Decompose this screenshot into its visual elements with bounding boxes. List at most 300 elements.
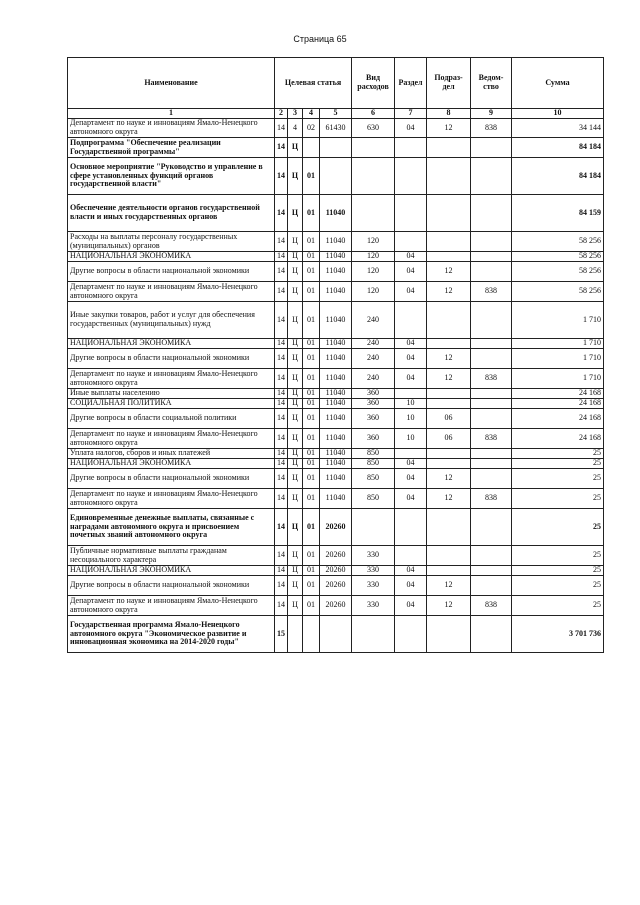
table-row (68, 158, 604, 195)
cell-sum: 25 (512, 576, 604, 596)
cell-c3: Ц (288, 409, 303, 429)
cell-ved (471, 469, 512, 489)
cell-c5: 11040 (320, 369, 352, 389)
cell-c4: 01 (303, 302, 320, 339)
cell-c4: 01 (303, 469, 320, 489)
cell-razdel: 04 (395, 262, 427, 282)
cell-podr (427, 339, 471, 349)
cell-vid: 850 (352, 459, 395, 469)
cell-c5: 11040 (320, 349, 352, 369)
cell-name: Департамент по науке и инновациям Ямало-Ненецкого автономного округа (68, 489, 275, 509)
cell-c4: 01 (303, 566, 320, 576)
cell-name: Публичные нормативные выплаты гражданам несоциального характера (68, 546, 275, 566)
cell-razdel: 04 (395, 459, 427, 469)
cell-razdel: 04 (395, 576, 427, 596)
cell-c3: Ц (288, 262, 303, 282)
cell-name: СОЦИАЛЬНАЯ ПОЛИТИКА (68, 399, 275, 409)
cell-c5: 20260 (320, 546, 352, 566)
cell-razdel: 04 (395, 369, 427, 389)
cell-sum: 1 710 (512, 339, 604, 349)
cell-c5: 11040 (320, 449, 352, 459)
cell-razdel: 04 (395, 252, 427, 262)
cell-name: Другие вопросы в области социальной политики (68, 409, 275, 429)
cell-name: НАЦИОНАЛЬНАЯ ЭКОНОМИКА (68, 566, 275, 576)
cell-c5: 11040 (320, 399, 352, 409)
cell-c5: 11040 (320, 469, 352, 489)
cell-vid: 120 (352, 252, 395, 262)
cell-c2: 14 (275, 459, 288, 469)
cell-c5: 11040 (320, 339, 352, 349)
cell-podr (427, 566, 471, 576)
cell-razdel: 04 (395, 489, 427, 509)
cell-podr (427, 195, 471, 232)
cell-c4: 01 (303, 195, 320, 232)
cell-name: Иные закупки товаров, работ и услуг для обеспечения государственных (муниципальных) нужд (68, 302, 275, 339)
cell-c2: 14 (275, 429, 288, 449)
cell-c4: 01 (303, 232, 320, 252)
cell-c3: Ц (288, 339, 303, 349)
cell-c3: Ц (288, 302, 303, 339)
cell-c3: Ц (288, 576, 303, 596)
cell-c4 (303, 616, 320, 653)
cell-sum: 25 (512, 489, 604, 509)
cell-razdel (395, 195, 427, 232)
cell-c4: 01 (303, 449, 320, 459)
cell-podr (427, 459, 471, 469)
cell-vid: 330 (352, 546, 395, 566)
cell-c2: 14 (275, 369, 288, 389)
cell-c4: 01 (303, 339, 320, 349)
cell-c4: 01 (303, 546, 320, 566)
cell-name: Единовременные денежные выплаты, связанные с наградами автономного округа и присвоением почетных званий автономного округа (68, 509, 275, 546)
cell-c4: 01 (303, 252, 320, 262)
cell-ved (471, 459, 512, 469)
cell-c3: Ц (288, 138, 303, 158)
column-number: 6 (352, 109, 395, 119)
column-number-row (68, 109, 604, 119)
cell-razdel: 04 (395, 349, 427, 369)
cell-c4: 01 (303, 158, 320, 195)
cell-c2: 14 (275, 138, 288, 158)
cell-c3: Ц (288, 158, 303, 195)
cell-ved (471, 389, 512, 399)
cell-name: Государственная программа Ямало-Ненецкого автономного округа "Экономическое развитие и инновационная экономика на 2014-2020 годы" (68, 616, 275, 653)
cell-ved (471, 616, 512, 653)
cell-ved (471, 138, 512, 158)
cell-ved (471, 576, 512, 596)
cell-razdel (395, 232, 427, 252)
header-vedom: Ведом-ство (471, 58, 512, 109)
cell-name: Департамент по науке и инновациям Ямало-Ненецкого автономного округа (68, 429, 275, 449)
cell-c3: Ц (288, 232, 303, 252)
cell-c4: 01 (303, 282, 320, 302)
cell-razdel (395, 138, 427, 158)
cell-ved (471, 449, 512, 459)
cell-podr: 12 (427, 576, 471, 596)
cell-name: НАЦИОНАЛЬНАЯ ЭКОНОМИКА (68, 252, 275, 262)
cell-c2: 14 (275, 339, 288, 349)
cell-ved (471, 509, 512, 546)
table-row (68, 616, 604, 653)
cell-name: Основное мероприятие "Руководство и управление в сфере установленных функций органов государственной власти" (68, 158, 275, 195)
cell-vid: 240 (352, 339, 395, 349)
cell-c2: 14 (275, 262, 288, 282)
cell-vid: 850 (352, 449, 395, 459)
cell-podr: 12 (427, 262, 471, 282)
table-row (68, 138, 604, 158)
cell-c4: 01 (303, 399, 320, 409)
cell-vid (352, 616, 395, 653)
cell-ved: 838 (471, 282, 512, 302)
cell-vid: 360 (352, 389, 395, 399)
cell-c4: 01 (303, 389, 320, 399)
cell-name: Департамент по науке и инновациям Ямало-Ненецкого автономного округа (68, 119, 275, 138)
cell-ved (471, 158, 512, 195)
cell-c2: 14 (275, 349, 288, 369)
cell-vid: 850 (352, 469, 395, 489)
cell-ved: 838 (471, 489, 512, 509)
table-row (68, 232, 604, 252)
cell-podr (427, 399, 471, 409)
cell-c2: 14 (275, 302, 288, 339)
cell-c5 (320, 616, 352, 653)
cell-ved (471, 252, 512, 262)
cell-sum: 1 710 (512, 369, 604, 389)
header-row (68, 58, 604, 109)
table-row (68, 282, 604, 302)
header-podrazdel: Подраз-дел (427, 58, 471, 109)
table-row (68, 576, 604, 596)
cell-c5: 11040 (320, 262, 352, 282)
cell-c3: Ц (288, 449, 303, 459)
cell-c2: 14 (275, 469, 288, 489)
cell-c3: Ц (288, 429, 303, 449)
cell-c5: 20260 (320, 509, 352, 546)
cell-razdel: 10 (395, 399, 427, 409)
column-number: 5 (320, 109, 352, 119)
cell-c2: 14 (275, 232, 288, 252)
header-name: Наименование (68, 58, 275, 109)
cell-razdel (395, 616, 427, 653)
cell-c5: 20260 (320, 566, 352, 576)
cell-c2: 14 (275, 566, 288, 576)
cell-name: Уплата налогов, сборов и иных платежей (68, 449, 275, 459)
cell-vid: 360 (352, 409, 395, 429)
cell-podr (427, 252, 471, 262)
cell-sum: 84 159 (512, 195, 604, 232)
cell-ved (471, 262, 512, 282)
cell-razdel: 10 (395, 409, 427, 429)
table-row (68, 429, 604, 449)
cell-ved (471, 302, 512, 339)
cell-c5: 11040 (320, 252, 352, 262)
table-row (68, 469, 604, 489)
cell-name: Другие вопросы в области национальной экономики (68, 262, 275, 282)
cell-razdel: 04 (395, 566, 427, 576)
cell-name: НАЦИОНАЛЬНАЯ ЭКОНОМИКА (68, 459, 275, 469)
cell-c5: 11040 (320, 459, 352, 469)
cell-c5 (320, 138, 352, 158)
cell-podr: 06 (427, 409, 471, 429)
cell-vid (352, 138, 395, 158)
cell-sum: 84 184 (512, 158, 604, 195)
cell-sum: 24 168 (512, 429, 604, 449)
cell-podr (427, 158, 471, 195)
cell-c4: 01 (303, 349, 320, 369)
cell-ved (471, 195, 512, 232)
cell-ved: 838 (471, 429, 512, 449)
cell-podr: 12 (427, 349, 471, 369)
cell-c3 (288, 616, 303, 653)
cell-name: Департамент по науке и инновациям Ямало-Ненецкого автономного округа (68, 369, 275, 389)
cell-c2: 14 (275, 389, 288, 399)
table-row (68, 546, 604, 566)
cell-c3: Ц (288, 389, 303, 399)
cell-sum: 24 168 (512, 389, 604, 399)
table-row (68, 119, 604, 138)
cell-sum: 58 256 (512, 282, 604, 302)
cell-vid: 360 (352, 399, 395, 409)
cell-vid: 120 (352, 262, 395, 282)
table-row (68, 349, 604, 369)
cell-c2: 14 (275, 546, 288, 566)
cell-sum: 24 168 (512, 409, 604, 429)
table-row (68, 369, 604, 389)
cell-sum: 25 (512, 509, 604, 546)
cell-ved (471, 399, 512, 409)
cell-c4: 02 (303, 119, 320, 138)
cell-c5: 11040 (320, 195, 352, 232)
cell-name: Другие вопросы в области национальной экономики (68, 349, 275, 369)
cell-c5: 11040 (320, 409, 352, 429)
column-number: 1 (68, 109, 275, 119)
cell-razdel (395, 389, 427, 399)
cell-name: Обеспечение деятельности органов государственной власти и иных государственных органов (68, 195, 275, 232)
cell-sum: 24 168 (512, 399, 604, 409)
cell-ved (471, 409, 512, 429)
cell-sum: 34 144 (512, 119, 604, 138)
cell-c4: 01 (303, 576, 320, 596)
cell-c2: 14 (275, 119, 288, 138)
cell-sum: 1 710 (512, 349, 604, 369)
cell-podr (427, 138, 471, 158)
cell-razdel: 04 (395, 596, 427, 616)
cell-razdel (395, 302, 427, 339)
cell-vid (352, 509, 395, 546)
cell-vid (352, 158, 395, 195)
header-razdel: Раздел (395, 58, 427, 109)
cell-c3: Ц (288, 469, 303, 489)
cell-vid: 330 (352, 596, 395, 616)
table-row (68, 195, 604, 232)
cell-c2: 14 (275, 409, 288, 429)
cell-c3: Ц (288, 349, 303, 369)
cell-podr: 12 (427, 369, 471, 389)
cell-c3: Ц (288, 195, 303, 232)
cell-c2: 15 (275, 616, 288, 653)
cell-vid: 330 (352, 576, 395, 596)
cell-c4 (303, 138, 320, 158)
table-row (68, 449, 604, 459)
cell-sum: 25 (512, 449, 604, 459)
cell-podr (427, 616, 471, 653)
cell-sum: 25 (512, 596, 604, 616)
cell-podr (427, 302, 471, 339)
cell-sum: 3 701 736 (512, 616, 604, 653)
cell-c2: 14 (275, 399, 288, 409)
cell-c4: 01 (303, 596, 320, 616)
column-number: 7 (395, 109, 427, 119)
cell-name: Департамент по науке и инновациям Ямало-Ненецкого автономного округа (68, 596, 275, 616)
cell-c3: 4 (288, 119, 303, 138)
cell-name: Другие вопросы в области национальной экономики (68, 576, 275, 596)
cell-podr: 12 (427, 489, 471, 509)
cell-podr (427, 509, 471, 546)
cell-name: НАЦИОНАЛЬНАЯ ЭКОНОМИКА (68, 339, 275, 349)
column-number: 3 (288, 109, 303, 119)
column-number: 8 (427, 109, 471, 119)
cell-sum: 25 (512, 469, 604, 489)
cell-c5: 20260 (320, 596, 352, 616)
table-row (68, 489, 604, 509)
header-summa: Сумма (512, 58, 604, 109)
cell-razdel: 04 (395, 469, 427, 489)
cell-ved (471, 566, 512, 576)
table-row (68, 339, 604, 349)
cell-c2: 14 (275, 489, 288, 509)
cell-name: Иные выплаты населению (68, 389, 275, 399)
cell-ved (471, 339, 512, 349)
cell-podr (427, 232, 471, 252)
table-row (68, 459, 604, 469)
cell-c5: 11040 (320, 489, 352, 509)
cell-c4: 01 (303, 459, 320, 469)
cell-c4: 01 (303, 409, 320, 429)
cell-podr: 06 (427, 429, 471, 449)
cell-c4: 01 (303, 509, 320, 546)
cell-vid: 120 (352, 232, 395, 252)
cell-sum: 84 184 (512, 138, 604, 158)
cell-c3: Ц (288, 546, 303, 566)
cell-razdel: 04 (395, 282, 427, 302)
cell-ved: 838 (471, 596, 512, 616)
cell-c5: 20260 (320, 576, 352, 596)
cell-vid: 120 (352, 282, 395, 302)
cell-vid: 240 (352, 369, 395, 389)
cell-c3: Ц (288, 459, 303, 469)
budget-table (67, 57, 604, 653)
table-body (68, 119, 604, 653)
cell-c5 (320, 158, 352, 195)
cell-c5: 11040 (320, 389, 352, 399)
cell-podr: 12 (427, 119, 471, 138)
cell-c3: Ц (288, 489, 303, 509)
table-row (68, 596, 604, 616)
cell-c4: 01 (303, 429, 320, 449)
cell-c5: 11040 (320, 302, 352, 339)
cell-name: Другие вопросы в области национальной экономики (68, 469, 275, 489)
column-number: 2 (275, 109, 288, 119)
cell-c3: Ц (288, 369, 303, 389)
cell-c3: Ц (288, 282, 303, 302)
cell-c3: Ц (288, 566, 303, 576)
column-number: 9 (471, 109, 512, 119)
cell-podr (427, 546, 471, 566)
cell-c2: 14 (275, 509, 288, 546)
cell-c2: 14 (275, 195, 288, 232)
cell-vid: 360 (352, 429, 395, 449)
cell-name: Подпрограмма "Обеспечение реализации Государственной программы" (68, 138, 275, 158)
table-row (68, 389, 604, 399)
cell-c2: 14 (275, 596, 288, 616)
cell-vid: 630 (352, 119, 395, 138)
cell-c3: Ц (288, 399, 303, 409)
cell-c2: 14 (275, 449, 288, 459)
table-row (68, 399, 604, 409)
column-number: 10 (512, 109, 604, 119)
cell-c5: 11040 (320, 282, 352, 302)
cell-sum: 25 (512, 546, 604, 566)
cell-vid: 850 (352, 489, 395, 509)
cell-c3: Ц (288, 509, 303, 546)
cell-sum: 25 (512, 459, 604, 469)
cell-ved: 838 (471, 119, 512, 138)
table-row (68, 302, 604, 339)
cell-c3: Ц (288, 596, 303, 616)
cell-razdel (395, 546, 427, 566)
cell-podr (427, 389, 471, 399)
header-target: Целевая статья (275, 58, 352, 109)
cell-sum: 58 256 (512, 262, 604, 282)
cell-c2: 14 (275, 282, 288, 302)
cell-c5: 61430 (320, 119, 352, 138)
cell-razdel (395, 509, 427, 546)
cell-vid: 330 (352, 566, 395, 576)
cell-razdel: 04 (395, 119, 427, 138)
cell-razdel (395, 449, 427, 459)
column-number: 4 (303, 109, 320, 119)
table-row (68, 409, 604, 429)
table-row (68, 509, 604, 546)
cell-podr: 12 (427, 596, 471, 616)
cell-c2: 14 (275, 252, 288, 262)
cell-sum: 58 256 (512, 232, 604, 252)
cell-vid: 240 (352, 302, 395, 339)
cell-razdel (395, 158, 427, 195)
table-row (68, 262, 604, 282)
cell-sum: 25 (512, 566, 604, 576)
cell-c2: 14 (275, 158, 288, 195)
cell-c5: 11040 (320, 429, 352, 449)
cell-c3: Ц (288, 252, 303, 262)
cell-c2: 14 (275, 576, 288, 596)
cell-podr: 12 (427, 469, 471, 489)
cell-vid (352, 195, 395, 232)
cell-razdel: 10 (395, 429, 427, 449)
cell-ved (471, 546, 512, 566)
cell-sum: 58 256 (512, 252, 604, 262)
cell-podr: 12 (427, 282, 471, 302)
cell-name: Департамент по науке и инновациям Ямало-Ненецкого автономного округа (68, 282, 275, 302)
cell-ved: 838 (471, 369, 512, 389)
cell-name: Расходы на выплаты персоналу государственных (муниципальных) органов (68, 232, 275, 252)
cell-vid: 240 (352, 349, 395, 369)
header-vid: Вид расходов (352, 58, 395, 109)
cell-ved (471, 232, 512, 252)
cell-c5: 11040 (320, 232, 352, 252)
cell-sum: 1 710 (512, 302, 604, 339)
cell-c4: 01 (303, 369, 320, 389)
